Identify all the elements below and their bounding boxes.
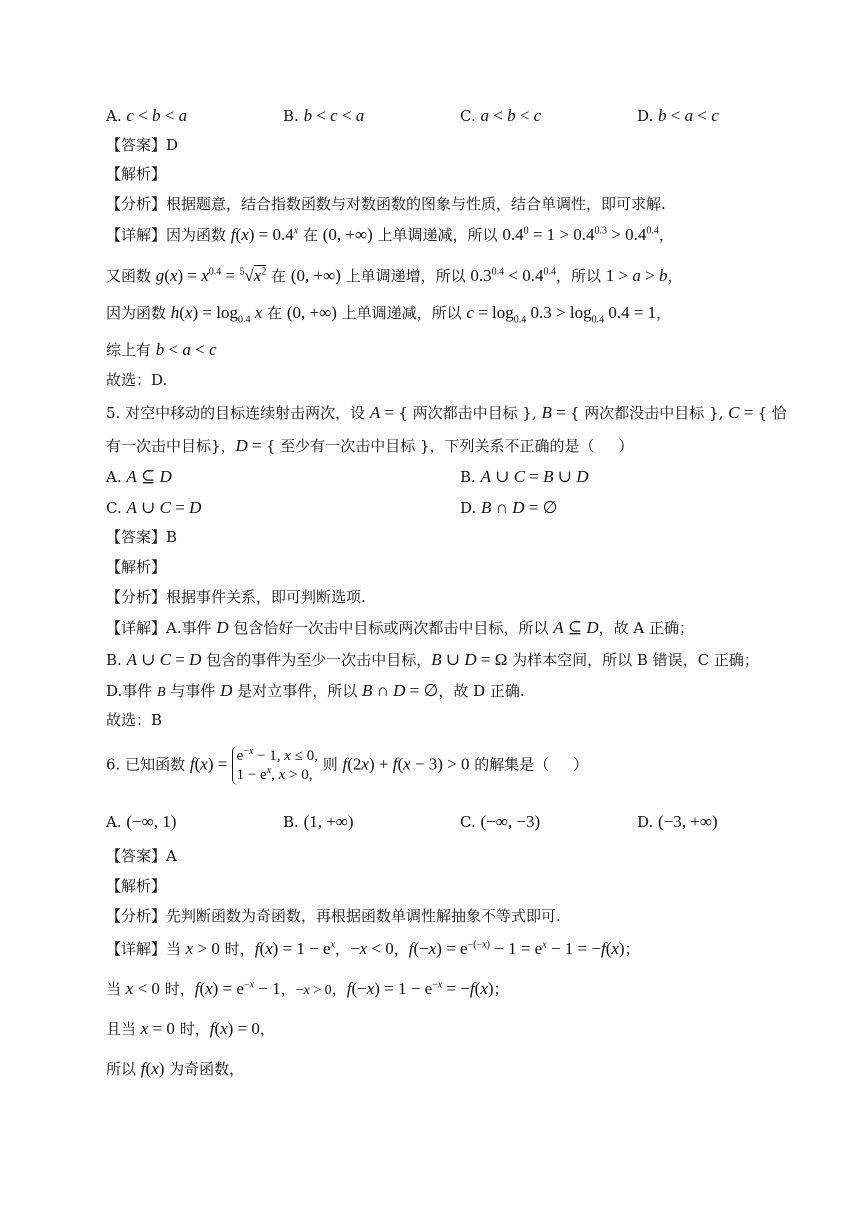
q5-detail-4: 故选：B (106, 711, 163, 729)
q5-detail-1: 【详解】A.事件 D 包含恰好一次击中目标或两次都击中目标，所以 A ⊆ D，故 A 正确； (106, 618, 694, 637)
q6-fenxi: 【分析】先判断函数为奇函数，再根据函数单调性解抽象不等式即可. (106, 907, 561, 925)
q5-stem-1: 5. 对空中移动的目标连续射击两次，设 A = { 两次都击中目标 }, B = { 两次都没击中目标 }, C = { 恰 (106, 403, 787, 422)
q6-detail-3: 且当 x = 0 时，f(x) = 0， (106, 1019, 275, 1038)
q6-answer: 【答案】A (106, 847, 177, 865)
q6-option-b: B. (1, +∞) (283, 812, 354, 831)
q6-option-a: A. (−∞, 1) (106, 812, 177, 831)
q4-detail-4: 综上有 b < a < c (106, 340, 217, 359)
q4-option-c: C. a < b < c (460, 106, 542, 125)
q6-stem: 6. 已知函数 $f(x) = e^{-x} - 1$, x ≤ 0, $1 - e^x$, x > 0, 则 f(2x) + f(x − 3) > 0 的解集是（ ） (106, 746, 589, 784)
q4-option-b: B. b < c < a (283, 106, 365, 125)
q6-detail-4: 所以 f(x) 为奇函数， (106, 1059, 245, 1078)
q6-detail-2: 当 x < 0 时，$f(x) = e^{-x} - 1$，−x > 0，$f(-x) = 1 - e^{-x} = -f(x)$； (106, 979, 509, 998)
q6-option-d: D. (−3, +∞) (637, 812, 718, 831)
q5-option-d: D. B ∩ D = ∅ (460, 498, 558, 517)
q4-answer: 【答案】D (106, 136, 179, 154)
q6-option-c: C. (−∞, −3) (460, 812, 541, 831)
q4-detail-1: 【详解】因为函数 $f(x) = 0.4^x$ 在 (0, +∞) 上单调递减，所以 $0.4^0 = 1 > 0.4^{0.3} > 0.4^{0.4}$， (106, 225, 674, 244)
q5-answer: 【答案】B (106, 528, 178, 546)
q6-jiexi: 【解析】 (106, 877, 167, 895)
q5-stem-2: 有一次击中目标}，D = { 至少有一次击中目标 }，下列关系不正确的是（ ） (106, 436, 634, 455)
q4-detail-3: 因为函数 $h(x) = \log_{0.4} x$ 在 (0, +∞) 上单调递减，所以 $c = \log_{0.4} 0.3 > \log_{0.4} 0.4 = 1$， (106, 303, 672, 326)
q5-detail-2: B. A ∪ C = D 包含的事件为至少一次击中目标，B ∪ D = Ω 为样本空间，所以 B 错误，C 正确； (106, 650, 759, 669)
q4-detail-2: 又函数 $g(x) = x^{0.4} = ^5√x^2$ 在 (0, +∞) 上单调递增，所以 $0.3^{0.4} < 0.4^{0.4}$，所以 1 > a > b， (106, 266, 683, 285)
q4-fenxi: 【分析】根据题意，结合指数函数与对数函数的图象与性质，结合单调性，即可求解. (106, 195, 666, 213)
q5-jiexi: 【解析】 (106, 558, 167, 576)
piecewise-brace: $e^{-x} - 1$, x ≤ 0, $1 - e^x$, x > 0, (232, 746, 318, 785)
q5-option-c: C. A ∪ C = D (106, 498, 202, 517)
q5-option-a: A. A ⊆ D (106, 467, 172, 486)
q4-option-d: D. b < a < c (637, 106, 719, 125)
q4-detail-5: 故选：D. (106, 371, 168, 389)
q5-detail-3: D.事件 B 与事件 D 是对立事件，所以 B ∩ D = ∅，故 D 正确. (106, 681, 525, 700)
q4-option-a: A. c < b < a (106, 106, 188, 125)
q6-detail-1: 【详解】当 x > 0 时，$f(x) = 1 - e^x$，−x < 0，$f(-x) = e^{-(-x)} - 1 = e^x - 1 = -f(x)$； (106, 939, 640, 958)
q4-jiexi: 【解析】 (106, 165, 167, 183)
q5-option-b: B. A ∪ C = B ∪ D (460, 467, 589, 486)
q5-fenxi: 【分析】根据事件关系，即可判断选项. (106, 588, 366, 606)
